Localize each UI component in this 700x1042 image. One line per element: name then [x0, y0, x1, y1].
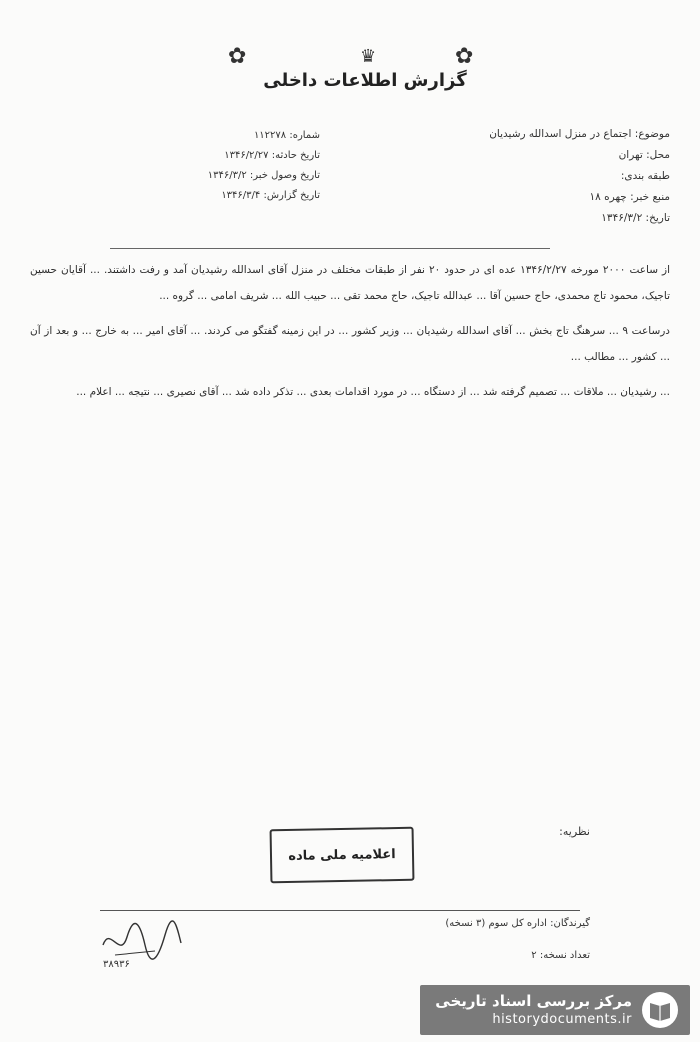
- meta-date: تاریخ: ۱۳۴۶/۳/۲: [601, 212, 670, 224]
- meta-source: منبع خبر: چهره ۱۸: [589, 191, 670, 203]
- meta-left-block: [120, 126, 320, 206]
- report-body: [30, 258, 670, 416]
- meta-received-date: تاریخ وصول خبر: ۱۳۴۶/۳/۲: [207, 170, 320, 181]
- watermark-text: [435, 991, 632, 1029]
- lion-sun-emblem-icon: ✿: [228, 44, 247, 69]
- document-title: گزارش اطلاعات داخلی: [263, 70, 467, 91]
- meta-event-date: تاریخ حادثه: ۱۳۴۶/۲/۲۷: [224, 150, 320, 161]
- watermark-banner: [420, 985, 690, 1035]
- crown-icon: ♛: [360, 46, 377, 67]
- watermark-url: historydocuments.ir: [492, 1012, 632, 1027]
- emblem-icon: ✿: [455, 44, 474, 69]
- stamp: [270, 827, 415, 884]
- header-divider: [110, 248, 550, 249]
- meta-report-date: تاریخ گزارش: ۱۳۴۶/۳/۴: [221, 190, 320, 201]
- opinion-label: نظریه:: [559, 825, 590, 838]
- meta-subject: موضوع: اجتماع در منزل اسدالله رشیدیان: [489, 128, 670, 140]
- meta-location: محل: تهران: [618, 149, 670, 161]
- meta-number: شماره: ۱۱۲۲۷۸: [253, 130, 320, 141]
- distribution-line: گیرندگان: اداره کل سوم (۳ نسخه): [445, 918, 590, 929]
- meta-right-block: [370, 124, 670, 229]
- signature-number: ۳۸۹۳۶: [103, 959, 130, 970]
- signature: [95, 915, 185, 975]
- body-paragraph: ... رشیدیان ... ملاقات ... تصمیم گرفته شد ... از دستگاه ... در مورد اقدامات بعدی ... تذکر داده شد ... آقای نصیری ... نتیجه ... اعلام ...: [76, 386, 670, 398]
- watermark-name: مرکز بررسی اسناد تاریخی: [435, 992, 632, 1010]
- footer-divider: [100, 910, 580, 911]
- body-paragraph: درساعت ۹ ... سرهنگ تاج بخش ... آقای اسدالله رشیدیان ... وزیر کشور ... در این زمینه گفتگو می کردند. ... آقای امیر ... به خارج ... و بعد از آن ... کشور ... مطالب ...: [30, 325, 670, 363]
- book-logo-icon: [640, 990, 680, 1030]
- copies-line: تعداد نسخه: ۲: [531, 950, 590, 961]
- stamp-text: اعلامیه ملی ماده: [288, 846, 396, 864]
- body-paragraph: از ساعت ۲۰۰۰ مورخه ۱۳۴۶/۲/۲۷ عده ای در حدود ۲۰ نفر از طبقات مختلف در منزل آقای اسدالله رشیدیان آمد و رفت داشتند. ... آقایان حسین تاجیک، محمود تاج محمدی، حاج حسین آقا ... عبدالله تاجیک، حاج محمد تقی ... حبیب الله ... شریف امامی ... گروه ...: [30, 264, 670, 302]
- meta-classification: طبقه بندی:: [620, 170, 670, 182]
